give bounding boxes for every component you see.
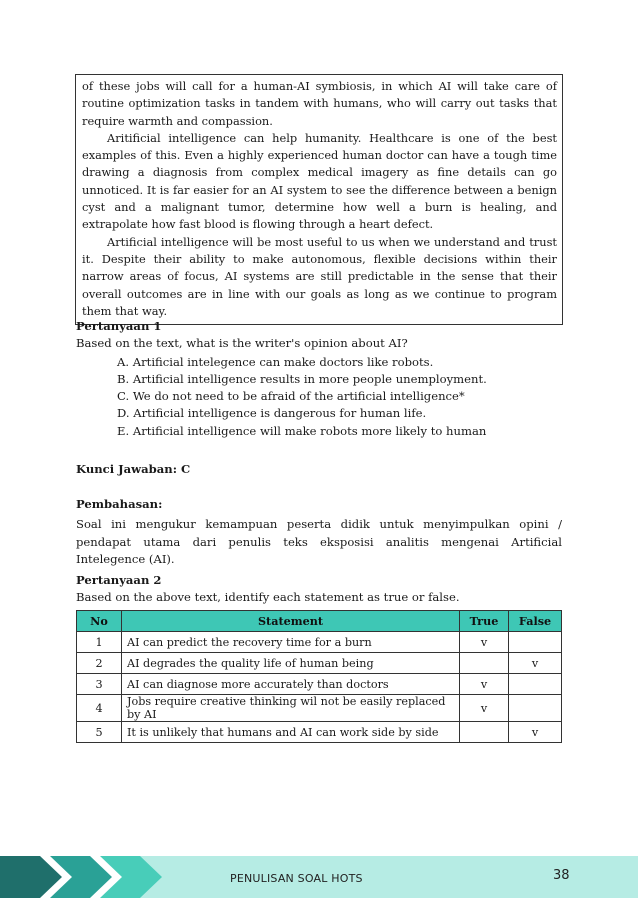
row-true-mark	[460, 722, 509, 743]
question-2-instruction: Based on the above text, identify each statement as true or false.	[76, 590, 460, 605]
row-false-mark	[509, 695, 562, 722]
header-no: No	[77, 611, 122, 632]
table-row	[77, 653, 562, 674]
option-c: C. We do not need to be afraid of the artificial intelligence*	[117, 389, 465, 404]
option-b: B. Artificial intelligence results in more people unemployment.	[117, 371, 487, 386]
row-false-mark: v	[509, 653, 562, 674]
row-false-mark	[509, 632, 562, 653]
table-header-row	[77, 611, 562, 632]
discussion-heading: Pembahasan:	[76, 497, 163, 511]
header-true: True	[460, 611, 509, 632]
row-no: 2	[77, 653, 122, 674]
table-row	[77, 695, 562, 722]
row-false-mark	[509, 674, 562, 695]
footer-chevrons-decoration	[0, 846, 200, 902]
table-row	[77, 722, 562, 743]
row-no: 4	[77, 695, 122, 722]
page-number: 38	[553, 868, 570, 883]
discussion-section	[76, 496, 562, 568]
question-1-text: Based on the text, what is the writer's opinion about AI?	[76, 336, 408, 351]
row-statement: AI can diagnose more accurately than doctors	[122, 674, 460, 695]
row-no: 5	[77, 722, 122, 743]
table-row	[77, 632, 562, 653]
footer-label: PENULISAN SOAL HOTS	[230, 872, 363, 885]
header-statement: Statement	[122, 611, 460, 632]
header-false: False	[509, 611, 562, 632]
answer-key: Kunci Jawaban: C	[76, 462, 191, 476]
row-true-mark: v	[460, 674, 509, 695]
question-2-heading: Pertanyaan 2	[76, 573, 162, 587]
row-statement: AI can predict the recovery time for a burn	[122, 632, 460, 653]
row-statement: AI degrades the quality life of human being	[122, 653, 460, 674]
option-d: D. Artificial intelligence is dangerous for human life.	[117, 406, 427, 421]
row-true-mark: v	[460, 632, 509, 653]
passage-paragraph-3: Artificial intelligence will be most useful to us when we understand and trust it. Despite their ability to make autonomous, flexible decisions within their narrow areas of focus, AI systems are still predictable in the sense that their overall outcomes are in line with our goals as long as we continue to program them that way.	[82, 234, 557, 318]
row-statement: It is unlikely that humans and AI can work side by side	[122, 722, 460, 743]
question-1-heading: Pertanyaan 1	[76, 319, 162, 333]
true-false-table	[76, 610, 562, 743]
chevron-dark	[0, 856, 62, 898]
passage-paragraph-1: of these jobs will call for a human-AI symbiosis, in which AI will take care of routine optimization tasks in tandem with humans, who will carry out tasks that require warmth and compassion.	[82, 79, 557, 128]
row-no: 3	[77, 674, 122, 695]
question-1-options	[117, 354, 562, 440]
page-footer	[0, 846, 638, 902]
row-true-mark	[460, 653, 509, 674]
option-e: E. Artificial intelligence will make robots more likely to human	[117, 423, 487, 438]
question-2-section	[76, 572, 562, 607]
option-a: A. Artificial intelegence can make doctors like robots.	[117, 354, 434, 369]
row-no: 1	[77, 632, 122, 653]
question-1-section	[76, 318, 562, 440]
table-row	[77, 674, 562, 695]
row-false-mark: v	[509, 722, 562, 743]
row-statement: Jobs require creative thinking wil not be easily replaced by AI	[122, 695, 460, 722]
row-true-mark: v	[460, 695, 509, 722]
reading-passage-box	[75, 74, 563, 325]
passage-paragraph-2: Aritificial intelligence can help humanity. Healthcare is one of the best examples of this. Even a highly experienced human doctor can have a tough time drawing a diagnosis from complex medical imagery as fine details can go unnoticed. It is far easier for an AI system to see the difference between a benign cyst and a malignant tumor, determine how well a burn is healing, and extrapolate how fast blood is flowing through a heart defect.	[82, 130, 557, 232]
discussion-text: Soal ini mengukur kemampuan peserta didik untuk menyimpulkan opini / pendapat utama dari penulis teks eksposisi analitis mengenai Artificial Intelegence (AI).	[76, 517, 562, 566]
